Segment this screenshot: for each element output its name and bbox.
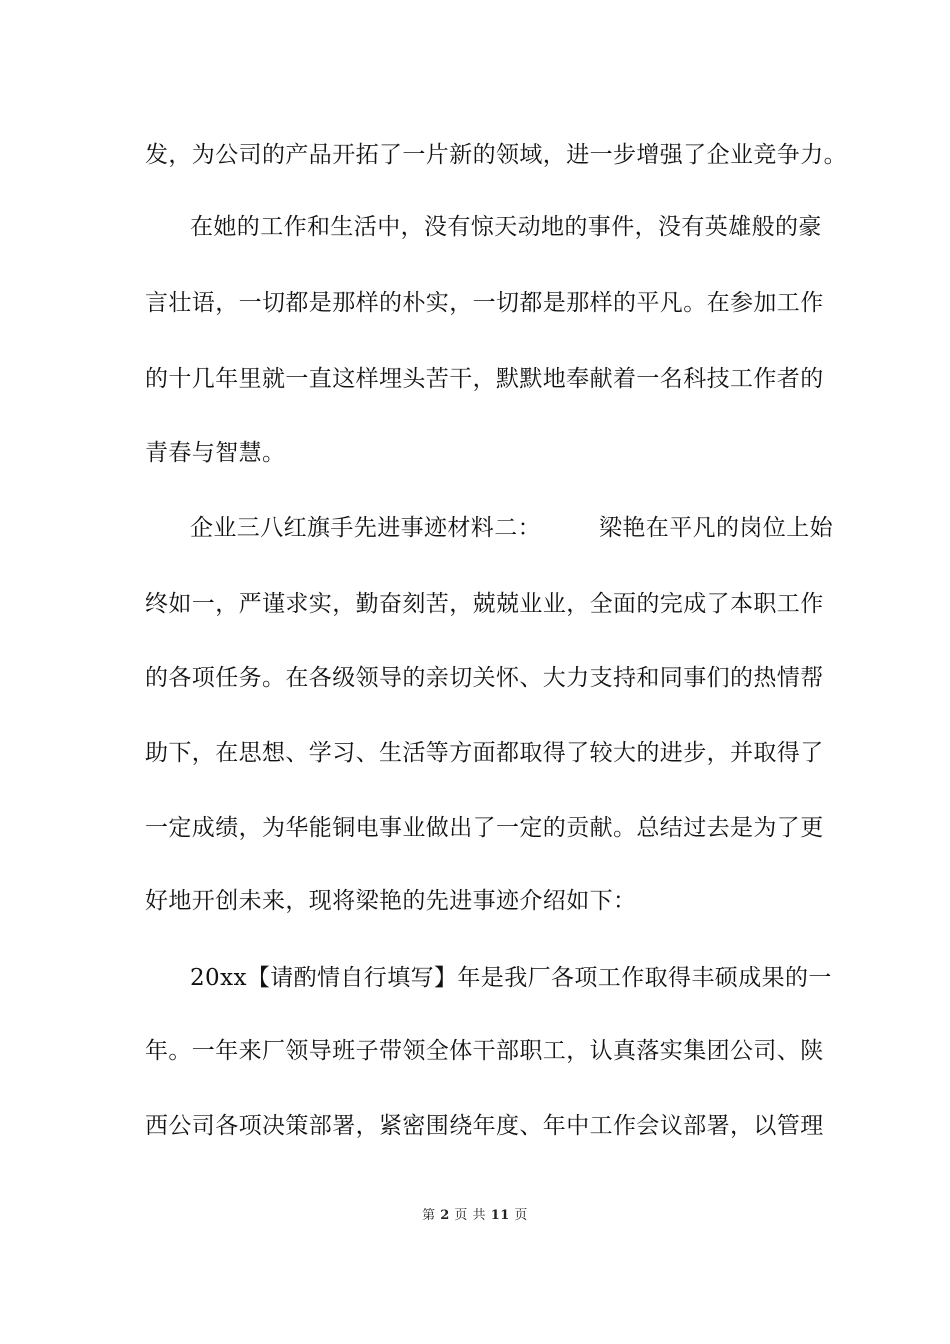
section-heading-line	[190, 513, 833, 543]
section-first-sentence: 梁艳在平凡的岗位上始	[599, 515, 833, 541]
paragraph-line-12: 20xx【请酌情自行填写】年是我厂各项工作取得丰硕成果的一	[190, 965, 832, 991]
paragraph-line-10: 一定成绩，为华能铜电事业做出了一定的贡献。总结过去是为了更	[145, 815, 824, 841]
paragraph-line-13: 年。一年来厂领导班子带领全体干部职工，认真落实集团公司、陕	[145, 1038, 824, 1064]
paragraph-line-3: 言壮语，一切都是那样的朴实，一切都是那样的平凡。在参加工作	[145, 290, 824, 316]
footer-total-pages: 11	[490, 1208, 510, 1223]
paragraph-line-5: 青春与智慧。	[145, 440, 286, 466]
footer-middle: 页 共	[454, 1208, 487, 1223]
paragraph-line-9: 助下，在思想、学习、生活等方面都取得了较大的进步，并取得了	[145, 740, 824, 766]
footer-page-number: 2	[440, 1208, 450, 1223]
section-heading: 企业三八红旗手先进事迹材料二：	[190, 515, 541, 541]
paragraph-line-11: 好地开创未来，现将梁艳的先进事迹介绍如下：	[145, 888, 637, 914]
paragraph-line-1: 发，为公司的产品开拓了一片新的领域，进一步增强了企业竞争力。	[145, 142, 847, 168]
footer-prefix: 第	[422, 1208, 436, 1223]
paragraph-line-4: 的十几年里就一直这样埋头苦干，默默地奉献着一名科技工作者的	[145, 366, 824, 392]
paragraph-line-2: 在她的工作和生活中，没有惊天动地的事件，没有英雄般的豪	[190, 214, 822, 240]
paragraph-line-8: 的各项任务。在各级领导的亲切关怀、大力支持和同事们的热情帮	[145, 665, 824, 691]
paragraph-line-7: 终如一，严谨求实，勤奋刻苦，兢兢业业，全面的完成了本职工作	[145, 591, 824, 617]
footer-suffix: 页	[514, 1208, 528, 1223]
page-footer	[0, 1207, 950, 1225]
paragraph-line-14: 西公司各项决策部署，紧密围绕年度、年中工作会议部署，以管理	[145, 1113, 824, 1139]
